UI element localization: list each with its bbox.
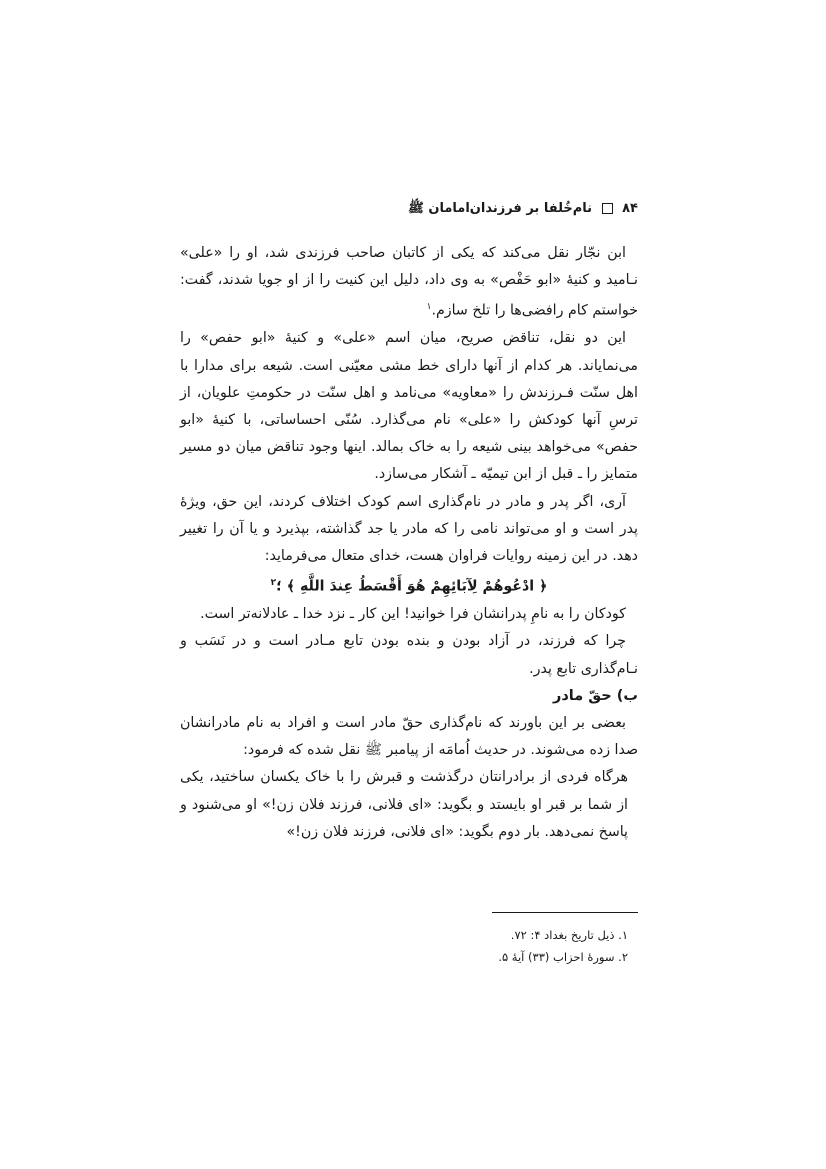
page-number: ۸۴ (622, 201, 638, 216)
footnote-divider (492, 912, 638, 913)
paragraph-1-text: ابن نجّار نقل می‌کند که یکی از کاتبان صاحب فرزندی شد، او را «علی» نـامید و کنیهٔ «ابو حَفْص» به وی داد، دلیل این کنیت را از او جویا شدند، گفت: خواستم کام رافضی‌ها را تلخ سازم. (180, 245, 638, 320)
footnote-1: ۱. ذیل تاریخ بغداد ۴: ۷۲. (510, 928, 628, 942)
footnotes (180, 924, 628, 968)
paragraph-5: بعضی بر این باورند که نام‌گذاری حقّ مادر است و افراد به نام مادرانشان صدا زده می‌شوند. در حدیث اُمامَه از پیامبر ﷺ نقل شده که فرمود: (180, 714, 638, 759)
paragraph-1 (180, 240, 638, 325)
hadith-quote: هرگاه فردی از برادرانتان درگذشت و قبرش را با خاک یکسان ساختید، یکی از شما بر قبر او بایستد و بگوید: «ای فلانی، فرزند فلان زن!» او می‌شنود و پاسخ نمی‌دهد. بار دوم بگوید: «ای فلانی، فرزند فلان زن!» (180, 769, 628, 840)
footnote-mark-1: ۱ (426, 302, 432, 313)
section-heading: ب) حقّ مادر (552, 687, 638, 704)
paragraph-2: این دو نقل، تناقض صریح، میان اسم «علی» و کنیهٔ «ابو حفص» را می‌نمایاند. هر کدام از آنها دارای خط مشی معیّنی است. شیعه برای مدارا با اهل سنّت فـرزندش را «معاویه» می‌نامد و اهل سنّت در حکومتِ علویان، از ترسِ آنها کودکش را «علی» نام می‌گذارد. سُنّی احساساتی، با کنیهٔ «ابو حفص» می‌خواهد بینی شیعه را به خاک بمالد. اینها وجود تناقض میان دو مسیر متمایز را ـ قبل از ابن تیمیّه ـ آشکار می‌سازد. (180, 330, 638, 483)
book-title: نام‌خُلفا بر فرزندان‌امامان ﷺ (408, 201, 593, 216)
square-ornament-icon (602, 203, 613, 214)
quran-verse (180, 570, 638, 601)
verse-translation: کودکان را به نامِ پدرانشان فرا خوانید! این کار ـ نزد خدا ـ عادلانه‌تر است. (200, 606, 626, 623)
footnote-2: ۲. سورهٔ احزاب (۳۳) آیهٔ ۵. (498, 950, 628, 964)
paragraph-3: آری، اگر پدر و مادر در نام‌گذاری اسم کودک اختلاف کردند، این حق، ویژهٔ پدر است و او می‌تواند نامی را که مادر یا جد گذاشته، بپذیرد و یا آن را تغییر دهد. در این زمینه روایات فراوان هست، خدای متعال می‌فرماید: (180, 493, 638, 564)
quran-verse-text: ﴿ ادْعُوهُمْ لِآبَائِهِمْ هُوَ أَقْسَطُ عِندَ اللَّهِ ﴾ ؛ (276, 578, 548, 595)
main-text (180, 240, 638, 846)
running-head (180, 200, 638, 219)
footnote-mark-2: ۲ (270, 578, 277, 589)
paragraph-4: چرا که فرزند، در آزاد بودن و بنده بودن تابع مـادر است و در نَسَب و نـام‌گذاری تابع پدر. (180, 633, 638, 677)
